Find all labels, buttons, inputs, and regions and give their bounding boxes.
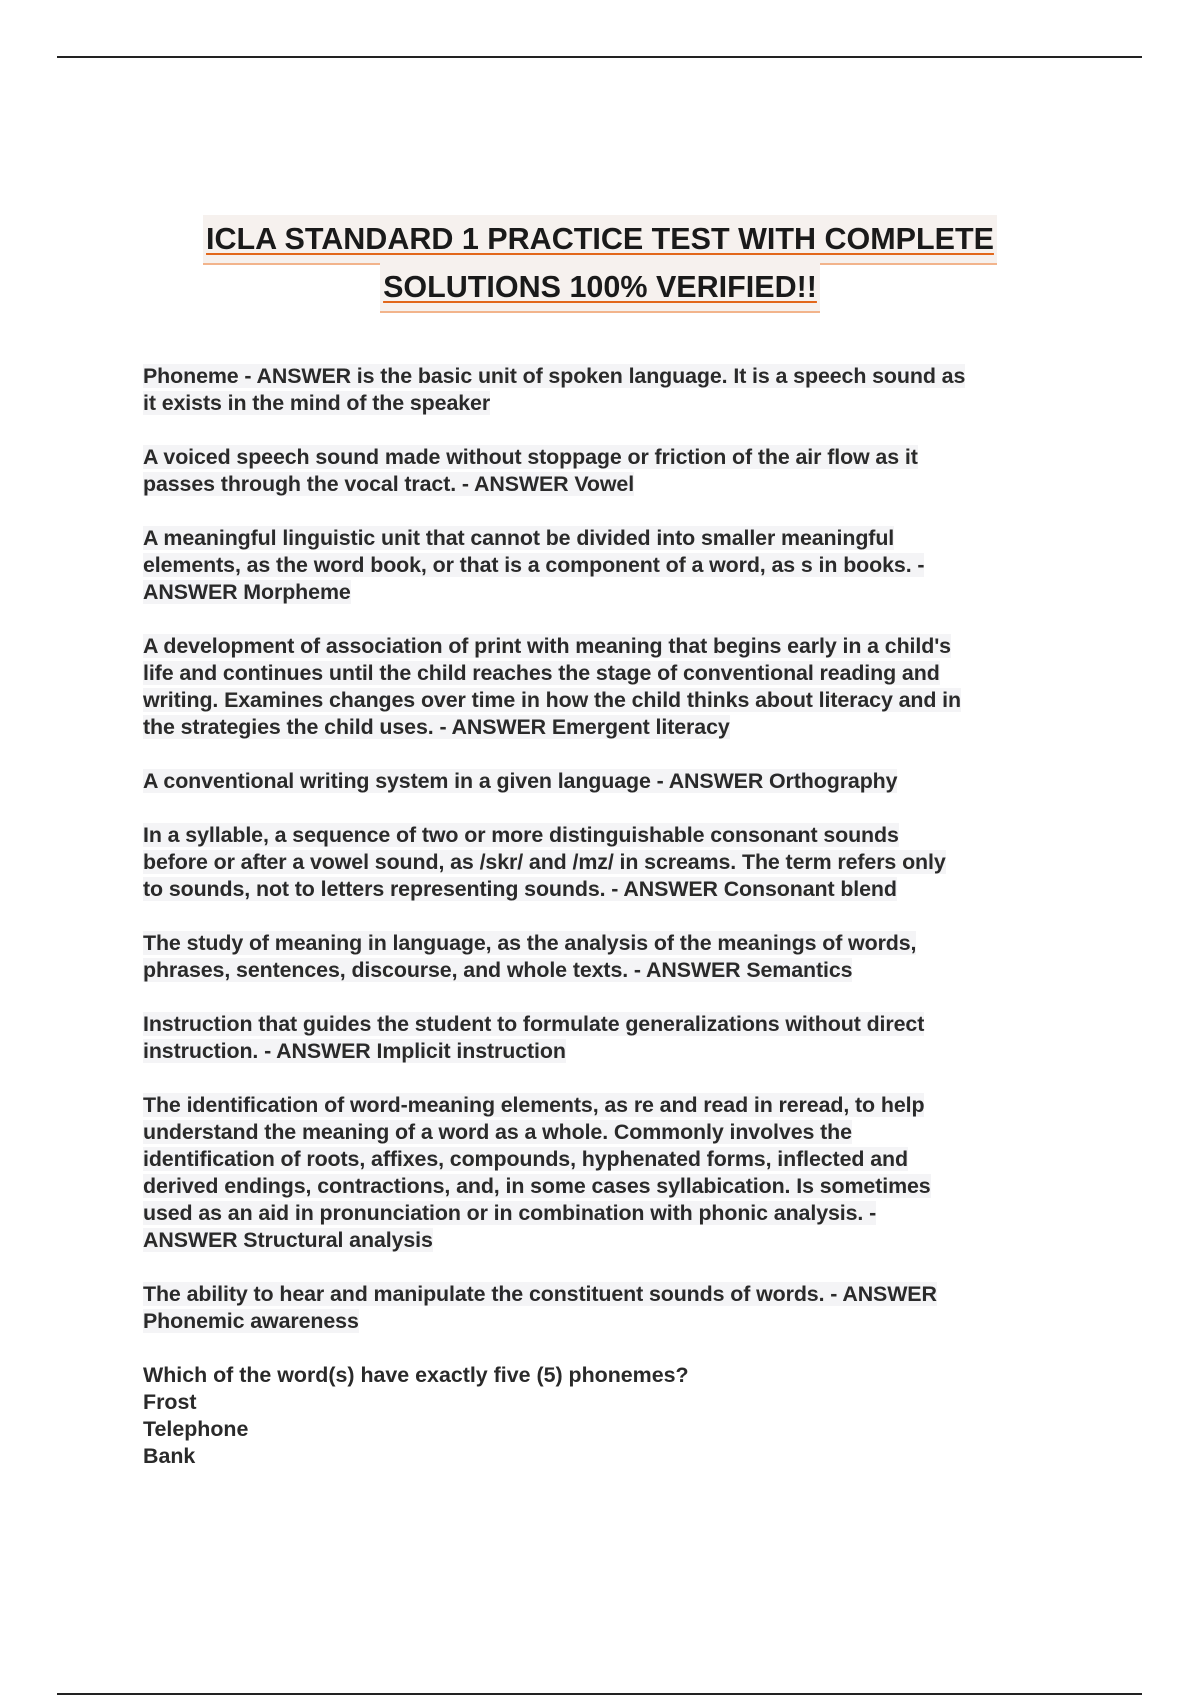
qa-entry-phonemic-awareness — [143, 1281, 1063, 1335]
qa-entry-implicit-instruction — [143, 1011, 1063, 1065]
title-line-1: ICLA STANDARD 1 PRACTICE TEST WITH COMPLETE — [203, 215, 997, 263]
question-option: Telephone — [143, 1417, 249, 1441]
question-block — [143, 1362, 1063, 1470]
qa-entry-vowel — [143, 444, 1063, 498]
title-line-2: SOLUTIONS 100% VERIFIED!! — [380, 263, 820, 311]
bottom-rule — [57, 1693, 1142, 1695]
qa-list — [143, 363, 1063, 1470]
qa-entry-text: Instruction that guides the student to formulate generalizations without direct instruction. - ANSWER Implicit instruction — [143, 1012, 925, 1063]
qa-entry-text: A conventional writing system in a given language - ANSWER Orthography — [143, 769, 898, 793]
qa-entry-text: In a syllable, a sequence of two or more distinguishable consonant sounds before or after a vowel sound, as /skr/ and /mz/ in screams. The term refers only to sounds, not to letters representing sounds. - ANSWER Consonant blend — [143, 823, 946, 901]
question-option: Frost — [143, 1390, 197, 1414]
qa-entry-structural-analysis — [143, 1092, 1063, 1254]
document-title — [100, 215, 1100, 311]
qa-entry-semantics — [143, 930, 1063, 984]
qa-entry-text: The ability to hear and manipulate the constituent sounds of words. - ANSWER Phonemic awareness — [143, 1282, 937, 1333]
qa-entry-text: Phoneme - ANSWER is the basic unit of spoken language. It is a speech sound as it exists in the mind of the speaker — [143, 364, 966, 415]
qa-entry-text: A meaningful linguistic unit that cannot be divided into smaller meaningful elements, as the word book, or that is a component of a word, as s in books. - ANSWER Morpheme — [143, 526, 925, 604]
qa-entry-text: A development of association of print with meaning that begins early in a child's life and continues until the child reaches the stage of conventional reading and writing. Examines changes over time in how the child thinks about literacy and in the strategies the child uses. - ANSWER Emergent literacy — [143, 634, 961, 739]
question-text: Which of the word(s) have exactly five (5) phonemes? — [143, 1363, 689, 1387]
qa-entry-orthography — [143, 768, 1063, 795]
question-option: Bank — [143, 1444, 196, 1468]
qa-entry-consonant-blend — [143, 822, 1063, 903]
qa-entry-emergent-literacy — [143, 633, 1063, 741]
qa-entry-text: The identification of word-meaning elements, as re and read in reread, to help understand the meaning of a word as a whole. Commonly involves the identification of roots, affixes, compounds, hyphenated forms, inflected and derived endings, contractions, and, in some cases syllabication. Is sometimes used as an aid in pronunciation or in combination with phonic analysis. - ANSWER Structural analysis — [143, 1093, 931, 1252]
qa-entry-morpheme — [143, 525, 1063, 606]
qa-entry-text: A voiced speech sound made without stoppage or friction of the air flow as it passes through the vocal tract. - ANSWER Vowel — [143, 445, 918, 496]
qa-entry-phoneme — [143, 363, 1063, 417]
qa-entry-text: The study of meaning in language, as the analysis of the meanings of words, phrases, sentences, discourse, and whole texts. - ANSWER Semantics — [143, 931, 917, 982]
top-rule — [57, 56, 1142, 58]
